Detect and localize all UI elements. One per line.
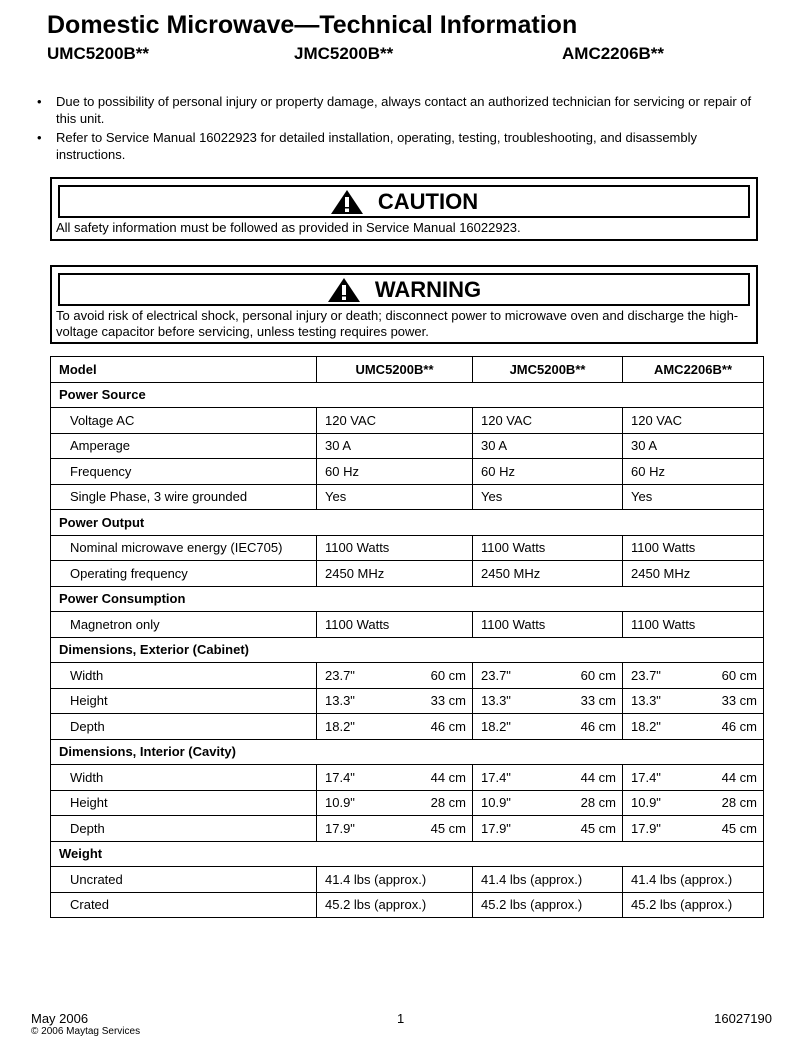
warning-text: To avoid risk of electrical shock, personal injury or death; disconnect power to microwave oven and discharge the high-voltage capacitor before servicing, unless testing requires power. bbox=[56, 308, 739, 339]
table-cell: 1100 Watts bbox=[317, 612, 473, 638]
table-row bbox=[51, 612, 764, 638]
table-row bbox=[51, 408, 764, 434]
caution-box bbox=[50, 177, 758, 241]
table-cell: 120 VAC bbox=[317, 408, 473, 434]
table-cell: Yes bbox=[473, 484, 623, 510]
section-row bbox=[51, 637, 764, 663]
table-row bbox=[51, 561, 764, 587]
caution-header bbox=[58, 185, 750, 218]
value-inches: 13.3" bbox=[631, 693, 661, 709]
value-cm: 45 cm bbox=[580, 820, 616, 836]
row-label: Voltage AC bbox=[51, 408, 317, 434]
value-inches: 17.4" bbox=[631, 769, 661, 785]
value-cm: 60 cm bbox=[430, 667, 466, 683]
value-inches: 18.2" bbox=[631, 718, 661, 734]
row-label: Single Phase, 3 wire grounded bbox=[51, 484, 317, 510]
value-inches: 17.4" bbox=[481, 769, 511, 785]
value-inches: 18.2" bbox=[325, 718, 355, 734]
section-title: Dimensions, Interior (Cavity) bbox=[51, 739, 764, 765]
table-cell: 1100 Watts bbox=[623, 535, 764, 561]
column-header: Model bbox=[51, 357, 317, 383]
table-cell: 41.4 lbs (approx.) bbox=[317, 867, 473, 893]
table-cell: 1100 Watts bbox=[317, 535, 473, 561]
table-cell bbox=[317, 816, 473, 842]
section-title: Power Consumption bbox=[51, 586, 764, 612]
section-row bbox=[51, 382, 764, 408]
value-cm: 44 cm bbox=[430, 769, 466, 785]
table-cell: Yes bbox=[623, 484, 764, 510]
table-row bbox=[51, 484, 764, 510]
table-cell bbox=[623, 765, 764, 791]
table-cell: 120 VAC bbox=[473, 408, 623, 434]
bullet-item: • Refer to Service Manual 16022923 for detailed installation, operating, testing, troubleshooting, and disassembly instructions. bbox=[37, 130, 698, 162]
value-inches: 17.4" bbox=[325, 769, 355, 785]
page-number: 1 bbox=[397, 1011, 405, 1026]
caution-title: CAUTION bbox=[377, 188, 479, 214]
table-header-row bbox=[51, 357, 764, 383]
row-label: Width bbox=[51, 663, 317, 689]
model-number-2: JMC5200B** bbox=[294, 44, 394, 63]
bullet-icon: • bbox=[37, 94, 42, 109]
caution-text: All safety information must be followed as provided in Service Manual 16022923. bbox=[56, 220, 521, 235]
table-cell: 45.2 lbs (approx.) bbox=[623, 892, 764, 918]
table-cell: 30 A bbox=[473, 433, 623, 459]
column-header: JMC5200B** bbox=[473, 357, 623, 383]
value-inches: 23.7" bbox=[325, 667, 355, 683]
section-row bbox=[51, 510, 764, 536]
section-row bbox=[51, 841, 764, 867]
document-number: 16027190 bbox=[714, 1011, 772, 1026]
table-row bbox=[51, 535, 764, 561]
table-cell: 2450 MHz bbox=[473, 561, 623, 587]
table-cell: 41.4 lbs (approx.) bbox=[623, 867, 764, 893]
table-cell: 60 Hz bbox=[317, 459, 473, 485]
value-inches: 18.2" bbox=[481, 718, 511, 734]
section-title: Power Source bbox=[51, 382, 764, 408]
table-row bbox=[51, 867, 764, 893]
table-cell: Yes bbox=[317, 484, 473, 510]
row-label: Depth bbox=[51, 816, 317, 842]
value-cm: 33 cm bbox=[430, 693, 466, 709]
table-cell: 60 Hz bbox=[473, 459, 623, 485]
value-cm: 28 cm bbox=[430, 795, 466, 811]
value-cm: 60 cm bbox=[721, 667, 757, 683]
table-cell: 1100 Watts bbox=[473, 535, 623, 561]
footer-date: May 2006 bbox=[31, 1011, 89, 1026]
bullet-icon: • bbox=[37, 130, 42, 145]
row-label: Crated bbox=[51, 892, 317, 918]
bullet-item: • Due to possibility of personal injury or property damage, always contact an authorized technician for servicing or repair of this unit. bbox=[37, 94, 752, 126]
table-cell: 120 VAC bbox=[623, 408, 764, 434]
table-row bbox=[51, 892, 764, 918]
table-row bbox=[51, 663, 764, 689]
table-cell bbox=[473, 663, 623, 689]
value-cm: 28 cm bbox=[721, 795, 757, 811]
value-cm: 46 cm bbox=[580, 718, 616, 734]
value-cm: 44 cm bbox=[721, 769, 757, 785]
table-cell bbox=[473, 714, 623, 740]
footer-copyright: © 2006 Maytag Services bbox=[31, 1026, 141, 1037]
section-row bbox=[51, 739, 764, 765]
table-row bbox=[51, 816, 764, 842]
warning-box bbox=[50, 265, 758, 344]
value-inches: 17.9" bbox=[631, 820, 661, 836]
row-label: Magnetron only bbox=[51, 612, 317, 638]
table-cell: 1100 Watts bbox=[473, 612, 623, 638]
value-inches: 17.9" bbox=[325, 820, 355, 836]
table-cell: 30 A bbox=[317, 433, 473, 459]
row-label: Amperage bbox=[51, 433, 317, 459]
model-number-3: AMC2206B** bbox=[562, 44, 665, 63]
value-inches: 13.3" bbox=[481, 693, 511, 709]
table-row bbox=[51, 433, 764, 459]
table-cell: 2450 MHz bbox=[623, 561, 764, 587]
table-cell: 45.2 lbs (approx.) bbox=[317, 892, 473, 918]
table-row bbox=[51, 714, 764, 740]
table-cell: 1100 Watts bbox=[623, 612, 764, 638]
table-cell bbox=[317, 790, 473, 816]
table-cell: 41.4 lbs (approx.) bbox=[473, 867, 623, 893]
table-cell bbox=[473, 816, 623, 842]
row-label: Frequency bbox=[51, 459, 317, 485]
row-label: Uncrated bbox=[51, 867, 317, 893]
warning-triangle-icon bbox=[327, 277, 361, 303]
row-label: Height bbox=[51, 688, 317, 714]
table-row bbox=[51, 765, 764, 791]
warning-title: WARNING bbox=[374, 276, 482, 302]
value-cm: 33 cm bbox=[721, 693, 757, 709]
table-cell bbox=[623, 688, 764, 714]
value-cm: 46 cm bbox=[721, 718, 757, 734]
table-cell bbox=[317, 714, 473, 740]
value-inches: 10.9" bbox=[481, 795, 511, 811]
section-title: Power Output bbox=[51, 510, 764, 536]
column-header: AMC2206B** bbox=[623, 357, 764, 383]
value-cm: 33 cm bbox=[580, 693, 616, 709]
table-cell bbox=[317, 688, 473, 714]
row-label: Nominal microwave energy (IEC705) bbox=[51, 535, 317, 561]
row-label: Height bbox=[51, 790, 317, 816]
safety-bullets bbox=[34, 93, 764, 165]
model-number-1: UMC5200B** bbox=[47, 44, 150, 63]
table-cell bbox=[473, 790, 623, 816]
value-inches: 17.9" bbox=[481, 820, 511, 836]
section-title: Weight bbox=[51, 841, 764, 867]
column-header: UMC5200B** bbox=[317, 357, 473, 383]
value-inches: 23.7" bbox=[481, 667, 511, 683]
table-cell bbox=[317, 663, 473, 689]
table-cell: 2450 MHz bbox=[317, 561, 473, 587]
table-cell bbox=[623, 816, 764, 842]
table-cell bbox=[473, 688, 623, 714]
section-title: Dimensions, Exterior (Cabinet) bbox=[51, 637, 764, 663]
value-cm: 44 cm bbox=[580, 769, 616, 785]
table-row bbox=[51, 459, 764, 485]
page-title: Domestic Microwave—Technical Information bbox=[47, 11, 578, 39]
table-cell bbox=[623, 663, 764, 689]
section-row bbox=[51, 586, 764, 612]
value-cm: 45 cm bbox=[721, 820, 757, 836]
warning-header bbox=[58, 273, 750, 306]
value-cm: 45 cm bbox=[430, 820, 466, 836]
table-row bbox=[51, 790, 764, 816]
table-row bbox=[51, 688, 764, 714]
value-cm: 28 cm bbox=[580, 795, 616, 811]
table-cell bbox=[623, 790, 764, 816]
value-cm: 60 cm bbox=[580, 667, 616, 683]
warning-triangle-icon bbox=[330, 189, 364, 215]
row-label: Width bbox=[51, 765, 317, 791]
spec-table bbox=[50, 356, 764, 918]
value-inches: 10.9" bbox=[631, 795, 661, 811]
table-cell bbox=[317, 765, 473, 791]
table-cell: 30 A bbox=[623, 433, 764, 459]
row-label: Operating frequency bbox=[51, 561, 317, 587]
table-cell bbox=[623, 714, 764, 740]
value-cm: 46 cm bbox=[430, 718, 466, 734]
value-inches: 23.7" bbox=[631, 667, 661, 683]
table-cell bbox=[473, 765, 623, 791]
table-cell: 45.2 lbs (approx.) bbox=[473, 892, 623, 918]
table-cell: 60 Hz bbox=[623, 459, 764, 485]
value-inches: 10.9" bbox=[325, 795, 355, 811]
value-inches: 13.3" bbox=[325, 693, 355, 709]
row-label: Depth bbox=[51, 714, 317, 740]
